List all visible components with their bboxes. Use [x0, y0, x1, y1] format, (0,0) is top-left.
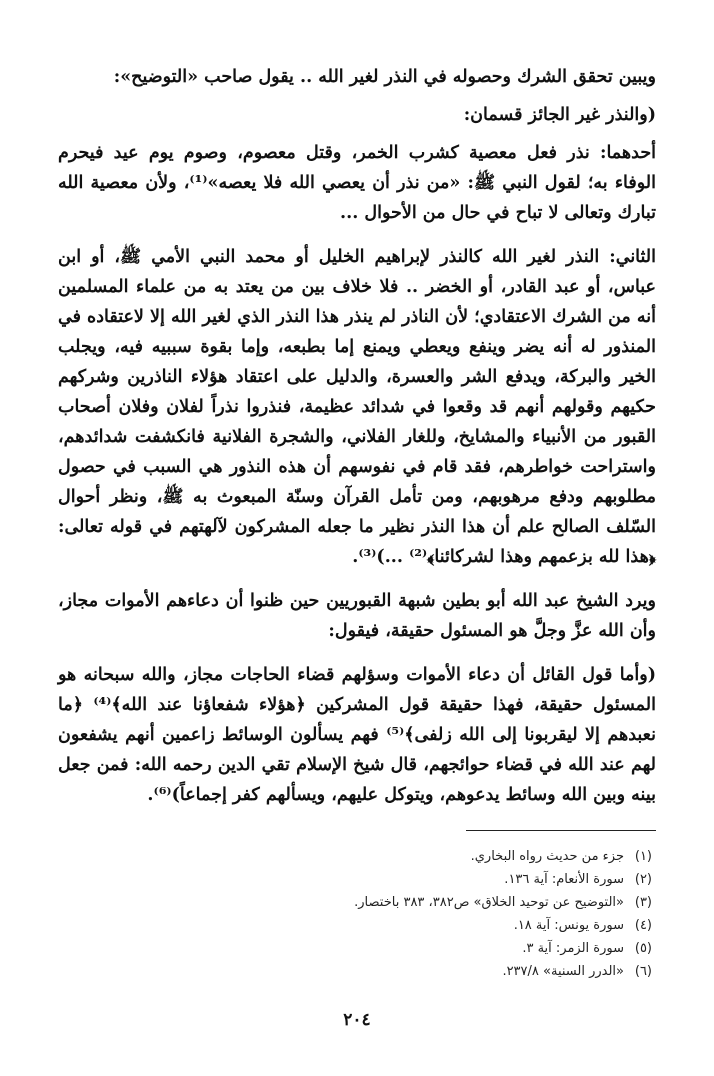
footnote-number: (٦) — [634, 964, 652, 979]
paragraph-quote: (وأما قول القائل أن دعاء الأموات وسؤلهم قضاء الحاجات مجاز، والله سبحانه هو المسئول حقيقة، فهذا حقيقة قول المشركين ﴿هؤلاء شفعاؤنا عند الله﴾⁽⁴⁾ ﴿ما نعبدهم إلا ليقربونا إلى الله زلفى﴾⁽⁵⁾ فهم يسألون الوسائط زاعمين أنهم يشفعون لهم عند الله في قضاء حوائجهم، قال شيخ الإسلام تقي الدين رحمه الله: فمن جعل بينه وبين الله وسائط يدعوهم، ويتوكل عليهم، ويسألهم كفر إجماعاً)⁽⁶⁾. — [58, 665, 656, 805]
paragraph-abu-butain: ويرد الشيخ عبد الله أبو بطين شبهة القبوريين حين ظنوا أن دعاءهم الأموات مجاز، وأن الله عزَّ وجلَّ هو المسئول حقيقة، فيقول: — [58, 591, 656, 641]
footnote-text: سورة الزمر: آية ٣. — [522, 941, 624, 956]
footnote-item — [58, 868, 652, 891]
page-number: ٢٠٤ — [343, 1010, 371, 1030]
paragraph-second-kind: الثاني: النذر لغير الله كالنذر لإبراهيم الخليل أو محمد النبي الأمي ﷺ، أو ابن عباس، أو عبد القادر، أو الخضر .. فلا خلاف بين من يعتد به من علماء المسلمين أنه من الشرك الاعتقادي؛ لأن الناذر لم ينذر هذا النذر الذي لغير الله إلا لاعتقاده في المنذور له أنه يضر وينفع ويعطي ويمنع إما بطبعه، وإما بقوة سببيه فيه، ويجلب الخير والبركة، ويدفع الشر والعسرة، والدليل على اعتقاد هؤلاء الناذرين وشركهم حكيهم وقولهم أنهم قد وقعوا في شدائد عظيمة، فنذروا نذراً لفلان وفلان أصحاب القبور من الأنبياء والمشايخ، وللغار الفلاني، والشجرة الفلانية فانكشفت شدائدهم، واستراحت خواطرهم، فقد قام في نفوسهم أن هذه النذور هي السبب في حصول مطلوبهم ودفع مرهوبهم، ومن تأمل القرآن وسنّة المبعوث به ﷺ، ونظر أحوال السّلف الصالح علم أن هذا النذر نظير ما جعله المشركون لآلهتهم في قوله تعالى: ﴿هذا لله بزعمهم وهذا لشركائنا﴾⁽²⁾ ...)⁽³⁾. — [58, 247, 656, 567]
footnote-number: (٢) — [634, 872, 652, 887]
paragraph-quote-start: (والنذر غير الجائز قسمان: — [463, 105, 656, 125]
paragraph-intro: ويبين تحقق الشرك وحصوله في النذر لغير الله .. يقول صاحب «التوضيح»: — [113, 67, 656, 87]
footnotes — [58, 845, 656, 983]
paragraph-first-kind: أحدهما: نذر فعل معصية كشرب الخمر، وقتل معصوم، وصوم يوم عيد فيحرم الوفاء به؛ لقول النبي ﷺ: «من نذر أن يعصي الله فلا يعصه»⁽¹⁾، ولأن معصية الله تبارك وتعالى لا تباح في حال من الأحوال ... — [58, 143, 656, 223]
footnote-text: «التوضيح عن توحيد الخلاق» ص٣٨٢، ٣٨٣ باختصار. — [354, 895, 624, 910]
footnote-number: (٣) — [634, 895, 652, 910]
footnote-number: (٤) — [634, 918, 652, 933]
footnote-text: سورة يونس: آية ١٨. — [513, 918, 624, 933]
footnote-text: «الدرر السنية» ٢٣٧/٨. — [502, 964, 624, 979]
footnote-divider — [466, 830, 656, 831]
footnote-item — [58, 891, 652, 914]
footnote-item — [58, 937, 652, 960]
quote-block — [58, 660, 656, 810]
footnote-text: جزء من حديث رواه البخاري. — [470, 849, 624, 864]
footnote-item — [58, 845, 652, 868]
footnote-number: (١) — [634, 849, 652, 864]
footnote-item — [58, 914, 652, 937]
footnote-item — [58, 960, 652, 983]
footnote-number: (٥) — [634, 941, 652, 956]
footnote-text: سورة الأنعام: آية ١٣٦. — [504, 872, 624, 887]
